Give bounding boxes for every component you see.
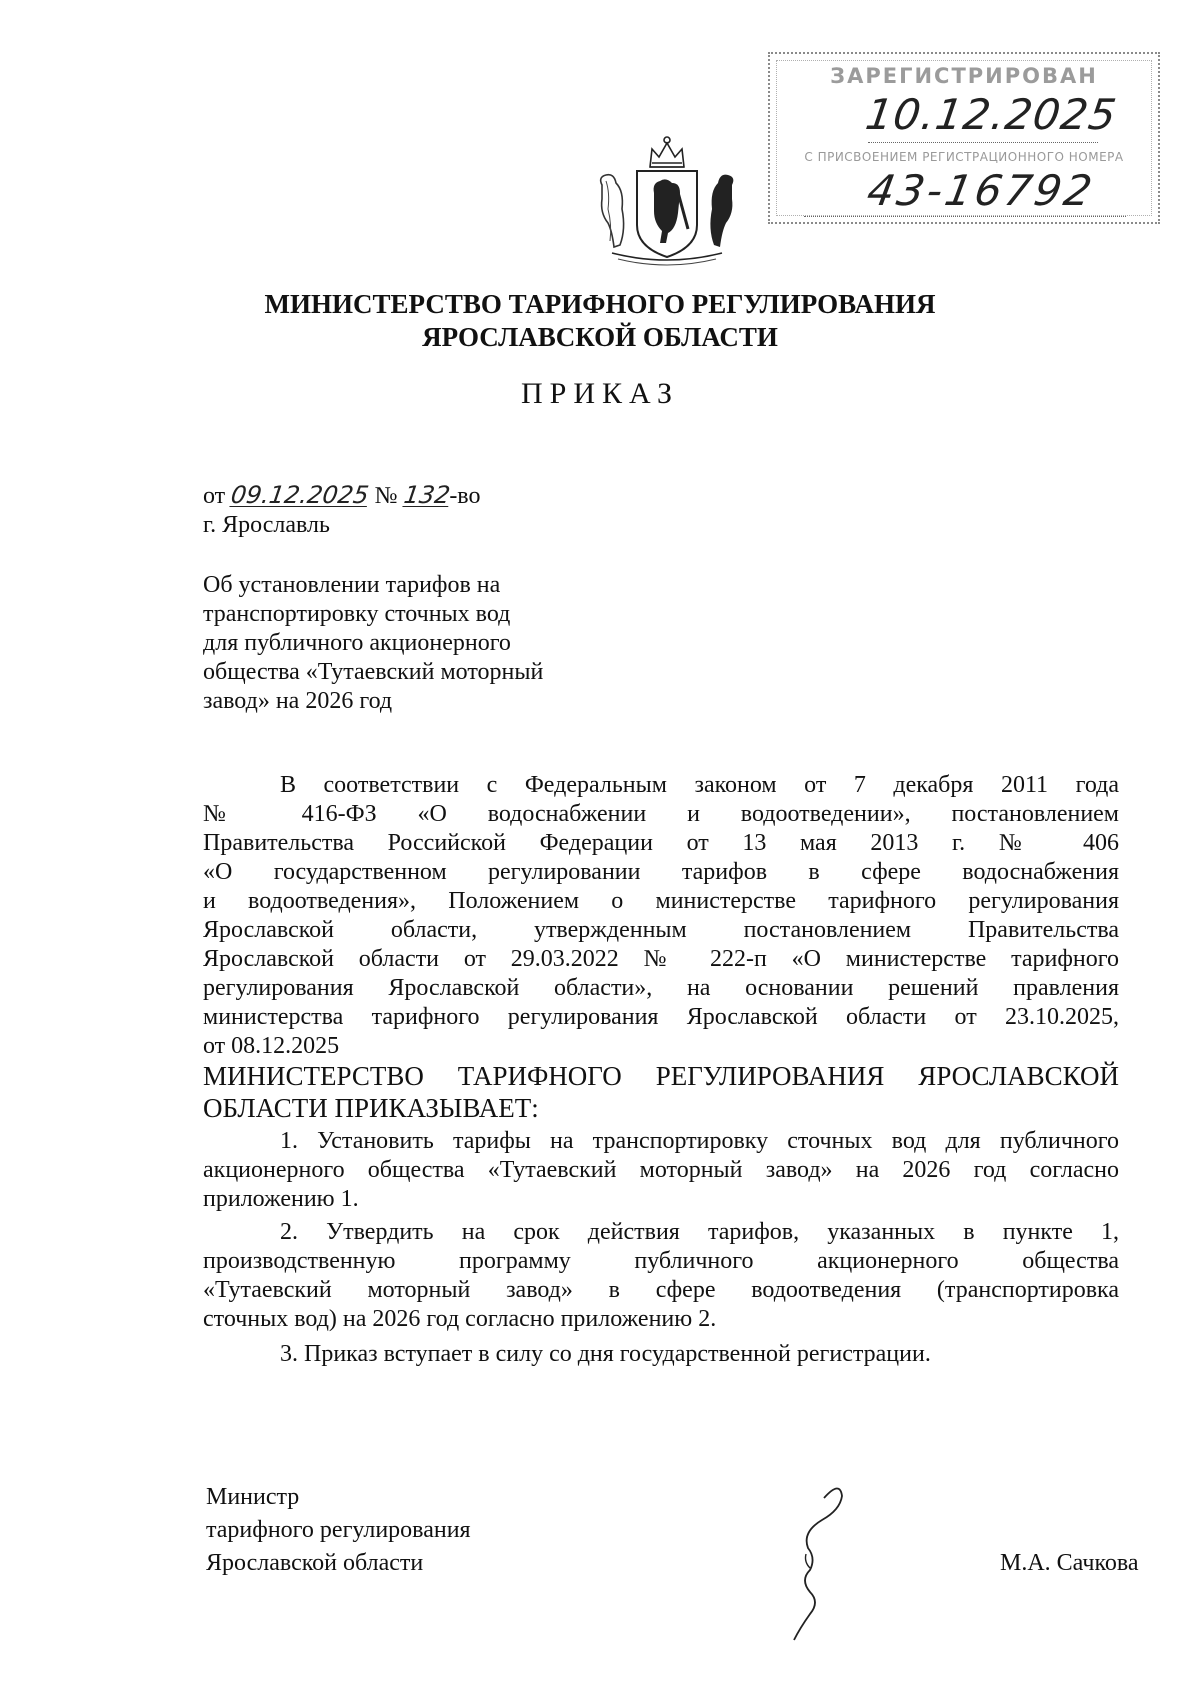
item-line: «Тутаевский моторный завод» в сфере водоотведения (транспортировка (203, 1277, 1119, 1303)
subject-line: завод» на 2026 год (203, 688, 393, 714)
order-number-suffix: -во (449, 483, 481, 509)
item-line: 3. Приказ вступает в силу со дня государственной регистрации. (280, 1341, 931, 1367)
preamble-line: министерства тарифного регулирования Ярославской области от 23.10.2025, (203, 1004, 1119, 1030)
preamble-line: «О государственном регулировании тарифов в сфере водоснабжения (203, 859, 1119, 885)
signatory-position (206, 1483, 471, 1582)
item-line: 1. Установить тарифы на транспортировку сточных вод для публичного (280, 1128, 1119, 1154)
orders-line: ОБЛАСТИ ПРИКАЗЫВАЕТ: (203, 1093, 539, 1123)
preamble-line: В соответствии с Федеральным законом от 7 декабря 2011 года (280, 772, 1119, 798)
preamble-line: Ярославской области, утвержденным постановлением Правительства (203, 917, 1119, 943)
item-line: приложению 1. (203, 1186, 359, 1212)
order-date-line (203, 481, 480, 511)
registration-stamp (768, 52, 1160, 224)
preamble (203, 771, 1119, 1061)
order-subject (203, 571, 623, 716)
position-line: Министр (206, 1484, 300, 1510)
order-item-1 (203, 1127, 1119, 1214)
orders-line: МИНИСТЕРСТВО ТАРИФНОГО РЕГУЛИРОВАНИЯ ЯРОСЛАВСКОЙ (203, 1061, 1119, 1091)
stamp-divider (804, 216, 1126, 217)
stamp-title: ЗАРЕГИСТРИРОВАН (830, 64, 1098, 88)
preamble-line: Правительства Российской Федерации от 13 мая 2013 г. № 406 (203, 830, 1119, 856)
item-line: производственную программу публичного акционерного общества (203, 1248, 1119, 1274)
signatory-name: М.А. Сачкова (1000, 1550, 1139, 1576)
subject-line: для публичного акционерного (203, 630, 511, 656)
coat-of-arms-icon (592, 133, 742, 269)
orders-statement (203, 1060, 1119, 1124)
order-item-2 (203, 1218, 1119, 1334)
position-line: Ярославской области (206, 1550, 424, 1576)
order-item-3 (203, 1340, 1119, 1369)
subject-line: Об установлении тарифов на (203, 572, 501, 598)
order-date: 09.12.2025 (229, 481, 371, 509)
preamble-line: Ярославской области от 29.03.2022 № 222-п «О министерстве тарифного (203, 946, 1119, 972)
preamble-line: от 08.12.2025 (203, 1033, 340, 1059)
document-type: ПРИКАЗ (521, 377, 679, 410)
preamble-line: № 416-ФЗ «О водоснабжении и водоотведении», постановлением (203, 801, 1119, 827)
order-from-label: от (203, 483, 226, 509)
ministry-title-line2: ЯРОСЛАВСКОЙ ОБЛАСТИ (422, 322, 778, 352)
order-city: г. Ярославль (203, 512, 330, 538)
item-line: 2. Утвердить на срок действия тарифов, указанных в пункте 1, (280, 1219, 1119, 1245)
order-number-label: № (374, 483, 398, 509)
handwritten-signature-icon (780, 1476, 860, 1646)
stamp-caption: С ПРИСВОЕНИЕМ РЕГИСТРАЦИОННОГО НОМЕРА (804, 150, 1124, 164)
preamble-line: регулирования Ярославской области», на основании решений правления (203, 975, 1119, 1001)
preamble-line: и водоотведения», Положением о министерстве тарифного регулирования (203, 888, 1119, 914)
stamp-registration-date: 10.12.2025 (862, 90, 1120, 139)
order-number: 132 (401, 481, 452, 509)
stamp-registration-number: 43-16792 (863, 166, 1099, 215)
subject-line: общества «Тутаевский моторный (203, 659, 544, 685)
subject-line: транспортировку сточных вод (203, 601, 511, 627)
position-line: тарифного регулирования (206, 1517, 471, 1543)
stamp-divider (868, 142, 1098, 143)
ministry-title-line1: МИНИСТЕРСТВО ТАРИФНОГО РЕГУЛИРОВАНИЯ (264, 289, 936, 319)
item-line: сточных вод) на 2026 год согласно приложению 2. (203, 1306, 717, 1332)
item-line: акционерного общества «Тутаевский моторный завод» на 2026 год согласно (203, 1157, 1119, 1183)
